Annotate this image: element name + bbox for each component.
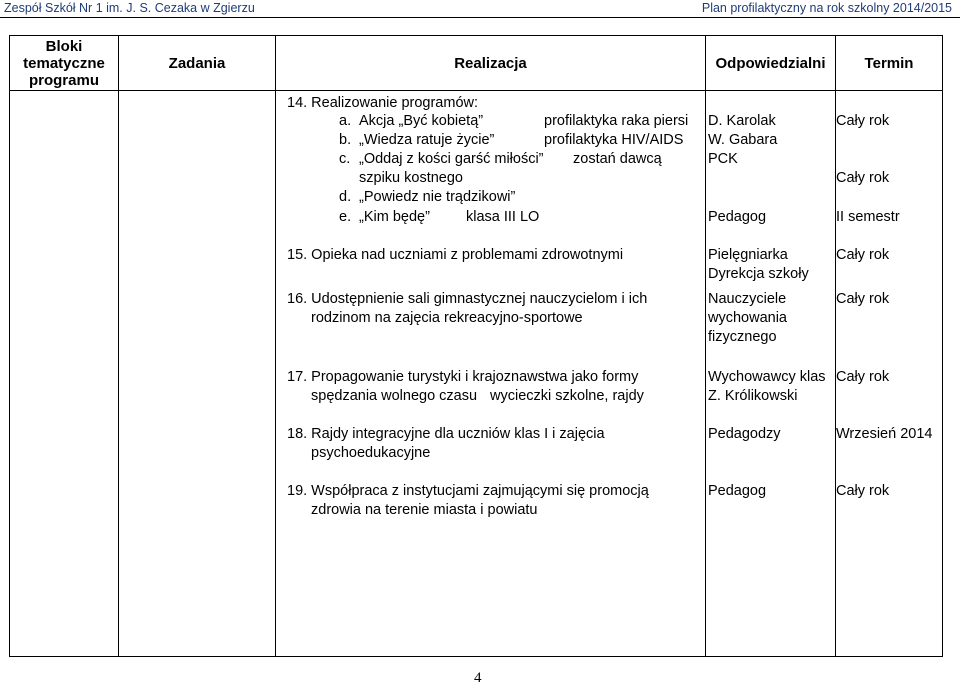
program-topic: klasa III LO — [466, 209, 540, 225]
responsible-person: Wychowawcy klas — [708, 369, 826, 385]
term-value: Cały rok — [836, 247, 890, 263]
responsible-person: Pedagog — [708, 483, 767, 499]
list-marker: e. — [339, 209, 352, 225]
cell-bloki — [10, 91, 119, 657]
column-header-zadania: Zadania — [119, 36, 276, 91]
task-18-line1: 18. Rajdy integracyjne dla uczniów klas I i zajęcia — [287, 426, 605, 442]
term-value: Cały rok — [836, 170, 890, 186]
program-name: Akcja „Być kobietą” — [359, 113, 484, 129]
cell-odpowiedzialni — [706, 91, 836, 657]
program-name-continued: szpiku kostnego — [359, 170, 463, 186]
term-value: Cały rok — [836, 291, 890, 307]
table-header-row — [10, 36, 943, 91]
program-topic: zostań dawcą — [573, 151, 662, 167]
column-header-bloki — [10, 36, 119, 91]
cell-termin — [836, 91, 943, 657]
responsible-person: D. Karolak — [708, 113, 776, 129]
list-marker: b. — [339, 132, 352, 148]
responsible-person: Pielęgniarka — [708, 247, 788, 263]
termin-content — [836, 91, 942, 656]
list-marker: a. — [339, 113, 352, 129]
program-topic: profilaktyka raka piersi — [544, 113, 689, 129]
list-marker: c. — [339, 151, 351, 167]
task-18-line2: psychoedukacyjne — [311, 445, 431, 461]
program-topic: profilaktyka HIV/AIDS — [544, 132, 684, 148]
program-name: „Oddaj z kości garść miłości” — [359, 151, 544, 167]
responsible-person: W. Gabara — [708, 132, 778, 148]
task-19-line1: 19. Współpraca z instytucjami zajmującymi się promocją — [287, 483, 649, 499]
cell-zadania — [119, 91, 276, 657]
column-header-odpowiedzialni: Odpowiedzialni — [706, 36, 836, 91]
responsible-person: PCK — [708, 151, 738, 167]
column-header-bloki-line: tematyczne — [23, 54, 105, 72]
header-rule — [0, 17, 960, 18]
cell-realizacja — [276, 91, 706, 657]
responsible-person: Z. Królikowski — [708, 388, 798, 404]
task-19-line2: zdrowia na terenie miasta i powiatu — [311, 502, 538, 518]
responsible-person: Dyrekcja szkoły — [708, 266, 809, 282]
task-16-line1: 16. Udostępnienie sali gimnastycznej nauczycielom i ich — [287, 291, 648, 307]
responsible-person: Nauczyciele — [708, 291, 787, 307]
table-row — [10, 91, 943, 657]
responsible-person: wychowania — [708, 310, 787, 326]
header-document-title: Plan profilaktyczny na rok szkolny 2014/2015 — [701, 1, 952, 15]
term-value: II semestr — [836, 209, 900, 225]
term-value: Cały rok — [836, 483, 890, 499]
task-15: 15. Opieka nad uczniami z problemami zdrowotnymi — [287, 247, 624, 263]
program-name: „Powiedz nie trądzikowi” — [359, 189, 516, 205]
term-value: Cały rok — [836, 369, 890, 385]
page-number: 4 — [474, 670, 482, 686]
list-marker: d. — [339, 189, 352, 205]
realizacja-content — [276, 91, 705, 656]
header-school-name: Zespół Szkół Nr 1 im. J. S. Cezaka w Zgierzu — [4, 1, 255, 15]
responsible-person: Pedagodzy — [708, 426, 781, 442]
column-header-realizacja: Realizacja — [276, 36, 706, 91]
responsible-person: Pedagog — [708, 209, 767, 225]
task-14-title: 14. Realizowanie programów: — [287, 95, 479, 111]
plan-table — [9, 35, 943, 657]
program-name: „Wiedza ratuje życie” — [359, 132, 495, 148]
program-name: „Kim będę” — [359, 209, 430, 225]
task-16-line2: rodzinom na zajęcia rekreacyjno-sportowe — [311, 310, 583, 326]
column-header-bloki-line: Bloki — [45, 37, 83, 55]
task-17-line2b: wycieczki szkolne, rajdy — [490, 388, 644, 404]
column-header-termin: Termin — [836, 36, 943, 91]
odpowiedzialni-content — [706, 91, 835, 656]
task-17-line1: 17. Propagowanie turystyki i krajoznawstwa jako formy — [287, 369, 639, 385]
task-17-line2a: spędzania wolnego czasu — [311, 388, 478, 404]
column-header-bloki-line: programu — [28, 71, 99, 89]
term-value: Cały rok — [836, 113, 890, 129]
responsible-person: fizycznego — [708, 329, 777, 345]
running-header — [0, 0, 960, 16]
term-value: Wrzesień 2014 — [836, 426, 933, 442]
